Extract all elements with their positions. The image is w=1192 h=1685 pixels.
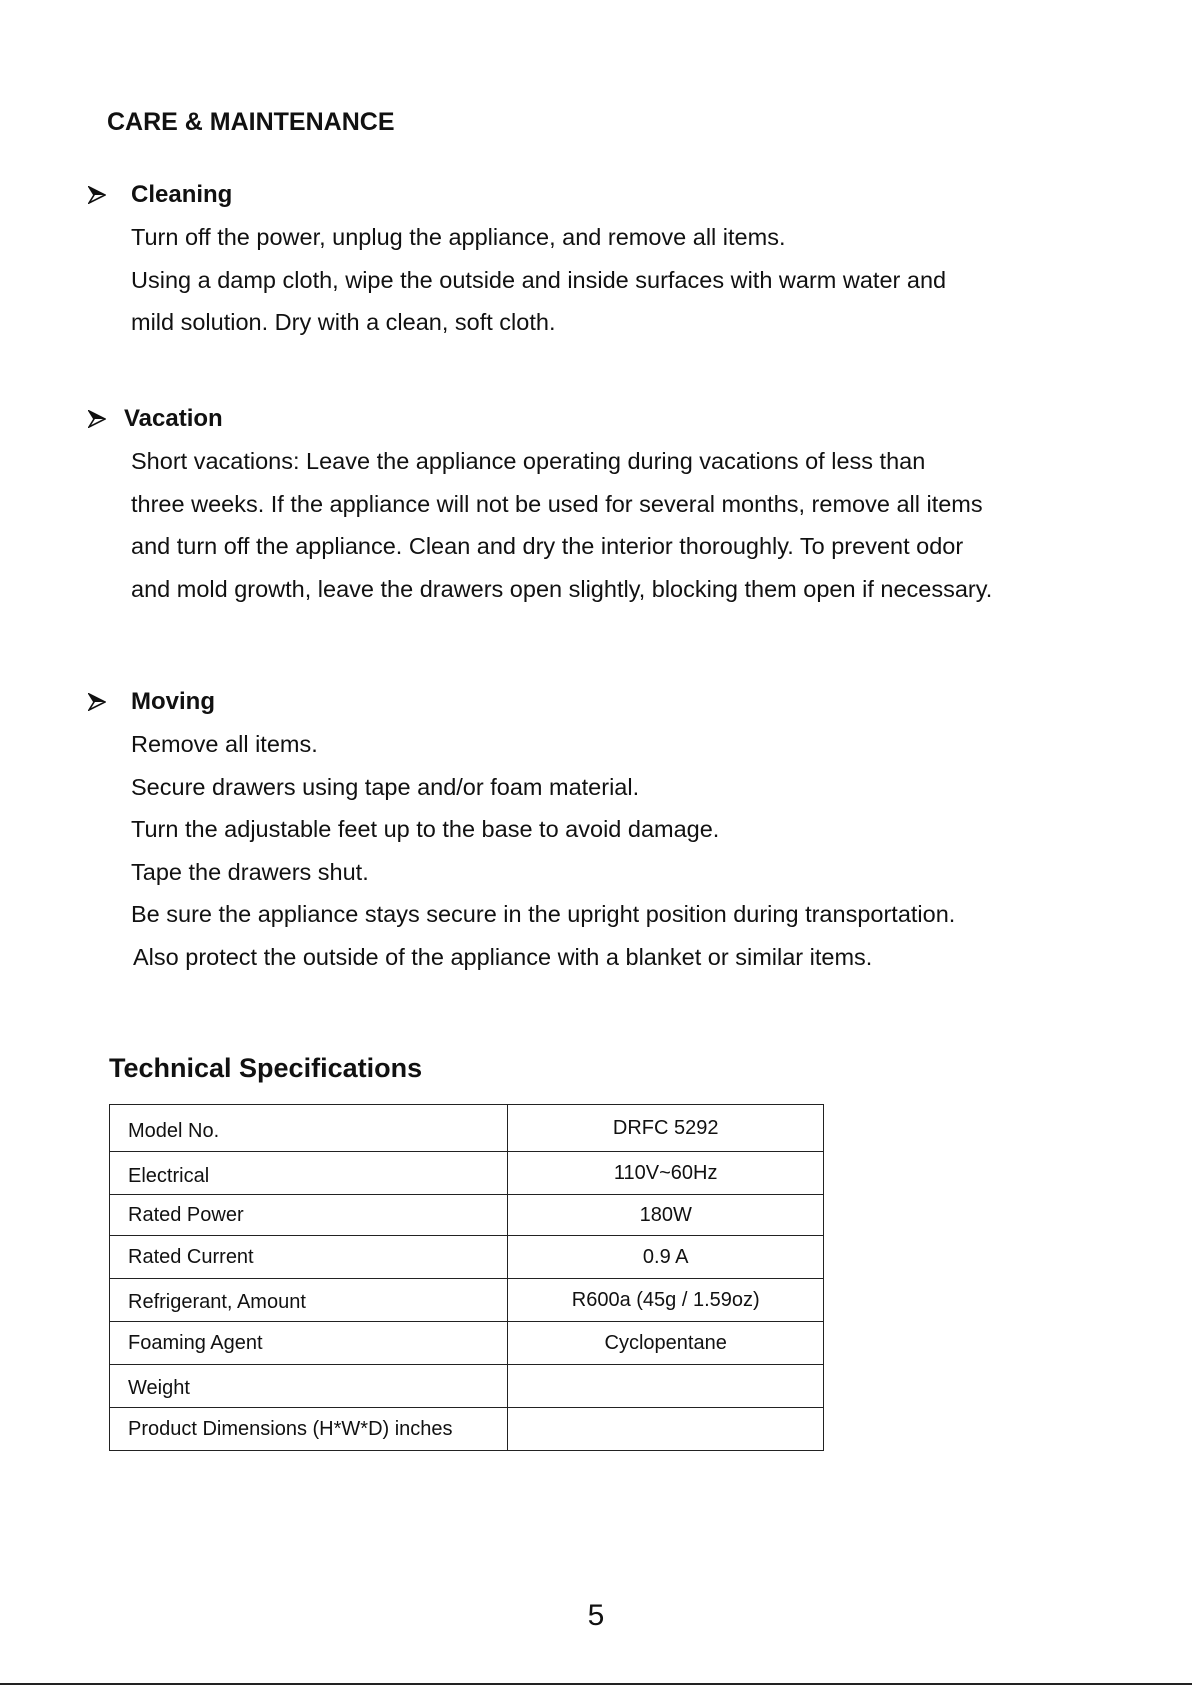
spec-table <box>109 1104 824 1451</box>
table-row <box>110 1279 824 1322</box>
vacation-line: Short vacations: Leave the appliance operating during vacations of less than <box>131 448 926 474</box>
moving-line: Also protect the outside of the appliance with a blanket or similar items. <box>133 943 873 970</box>
spec-value <box>508 1365 824 1408</box>
spec-label: Weight <box>110 1365 508 1408</box>
spec-value: R600a (45g / 1.59oz) <box>508 1279 824 1322</box>
table-row <box>110 1322 824 1365</box>
moving-line: Remove all items. <box>131 731 318 757</box>
vacation-line: three weeks. If the appliance will not be used for several months, remove all items <box>131 490 983 517</box>
moving-line: Be sure the appliance stays secure in the upright position during transportation. <box>131 901 956 928</box>
arrowhead-bullet-icon <box>88 685 108 719</box>
table-row <box>110 1365 824 1408</box>
heading-cleaning: Cleaning <box>131 181 233 208</box>
heading-moving: Moving <box>131 688 215 715</box>
heading-vacation: Vacation <box>124 405 223 432</box>
moving-line: Tape the drawers shut. <box>131 858 369 885</box>
spec-label: Rated Current <box>110 1236 508 1279</box>
vacation-lines <box>131 440 992 610</box>
cleaning-lines <box>131 216 946 344</box>
table-row <box>110 1408 824 1451</box>
arrowhead-bullet-icon <box>88 178 108 212</box>
spec-value: DRFC 5292 <box>508 1105 824 1152</box>
moving-line: Secure drawers using tape and/or foam material. <box>131 773 640 800</box>
cleaning-line: mild solution. Dry with a clean, soft cloth. <box>131 309 556 336</box>
table-row <box>110 1152 824 1195</box>
spec-value <box>508 1408 824 1451</box>
arrowhead-bullet-icon <box>88 402 108 436</box>
page-title: CARE & MAINTENANCE <box>107 108 395 136</box>
spec-label: Refrigerant, Amount <box>110 1279 508 1322</box>
vacation-line: and mold growth, leave the drawers open slightly, blocking them open if necessary. <box>131 575 993 602</box>
spec-value: 110V~60Hz <box>508 1152 824 1195</box>
spec-value: 180W <box>508 1195 824 1236</box>
moving-lines <box>131 723 955 979</box>
spec-value: Cyclopentane <box>508 1322 824 1365</box>
table-row <box>110 1195 824 1236</box>
spec-value: 0.9 A <box>508 1236 824 1279</box>
table-row <box>110 1236 824 1279</box>
spec-label: Model No. <box>110 1105 508 1152</box>
cleaning-line: Turn off the power, unplug the appliance, and remove all items. <box>131 224 786 250</box>
spec-label: Foaming Agent <box>110 1322 508 1365</box>
moving-line: Turn the adjustable feet up to the base to avoid damage. <box>131 816 720 843</box>
spec-label: Electrical <box>110 1152 508 1195</box>
cleaning-line: Using a damp cloth, wipe the outside and inside surfaces with warm water and <box>131 266 947 293</box>
table-row <box>110 1105 824 1152</box>
spec-label: Product Dimensions (H*W*D) inches <box>110 1408 508 1451</box>
page-number: 5 <box>587 1599 605 1632</box>
vacation-line: and turn off the appliance. Clean and dry the interior thoroughly. To prevent odor <box>131 533 964 560</box>
spec-title: Technical Specifications <box>109 1053 423 1083</box>
spec-label: Rated Power <box>110 1195 508 1236</box>
